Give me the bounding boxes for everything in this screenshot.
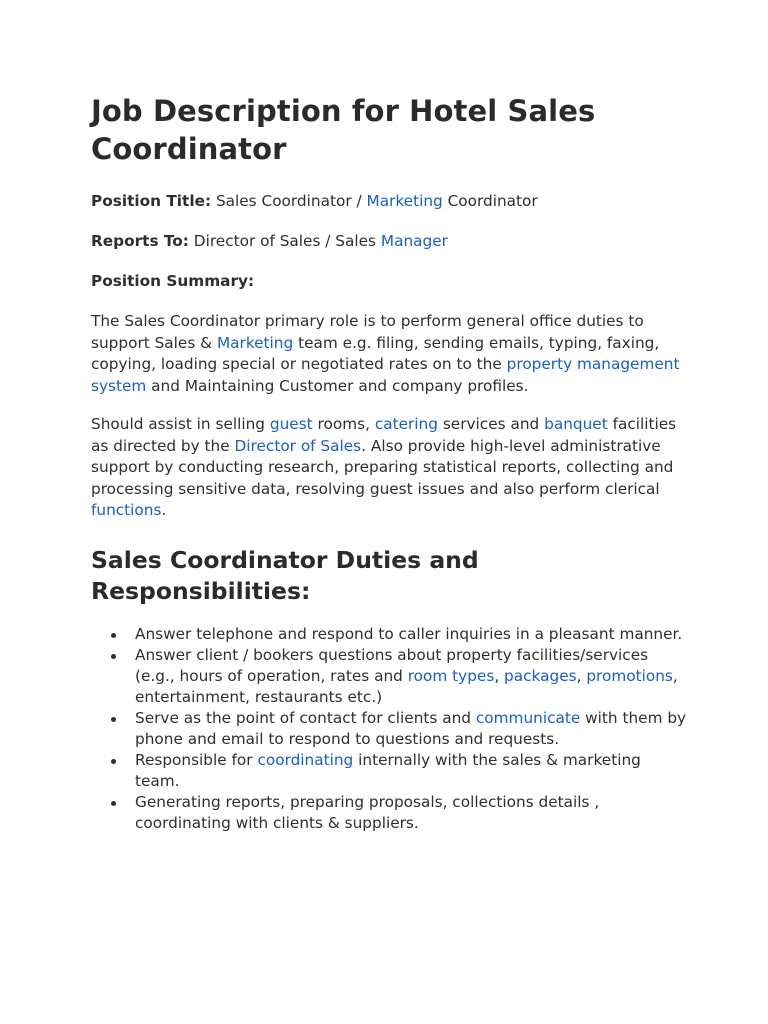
- position-title-text: Sales Coordinator /: [211, 192, 367, 210]
- duties-list: [91, 624, 688, 834]
- list-item: [135, 645, 688, 708]
- list-item: [135, 624, 688, 645]
- assist-text-4: facilities as directed by the: [91, 415, 677, 455]
- marketing-link[interactable]: Marketing: [366, 192, 443, 210]
- summary-text-3: and Maintaining Customer and company profiles.: [146, 376, 529, 395]
- manager-link[interactable]: Manager: [380, 232, 448, 250]
- guest-link[interactable]: guest: [269, 415, 313, 433]
- duty-text: internally with the sales & marketing team.: [135, 750, 641, 790]
- assist-paragraph: [91, 414, 688, 522]
- assist-text-3: services and: [437, 415, 545, 433]
- room-types-link[interactable]: room types: [407, 666, 495, 685]
- position-title-label: Position Title:: [91, 192, 212, 210]
- coordinating-link[interactable]: coordinating: [257, 750, 354, 769]
- position-title-line: [91, 191, 688, 213]
- marketing-team-link[interactable]: Marketing: [216, 333, 294, 352]
- summary-text-2: team e.g. filing, sending emails, typing, faxing, copying, loading special or negotiated rates on to the: [91, 333, 660, 373]
- property-management-system-link[interactable]: property management system: [91, 355, 680, 395]
- banquet-link[interactable]: banquet: [544, 415, 608, 433]
- functions-link[interactable]: functions: [91, 501, 162, 519]
- summary-text-1: The Sales Coordinator primary role is to perform general office duties to support Sales &: [91, 312, 644, 352]
- duties-heading: Sales Coordinator Duties and Responsibilities:: [91, 545, 479, 605]
- reports-to-line: [91, 231, 688, 253]
- promotions-link[interactable]: promotions: [586, 666, 673, 685]
- duty-text: ,: [494, 666, 505, 685]
- assist-text-2: rooms,: [312, 415, 375, 433]
- position-summary-label: Position Summary:: [91, 272, 255, 290]
- packages-link[interactable]: packages: [504, 666, 577, 685]
- communicate-link[interactable]: communicate: [475, 708, 581, 727]
- list-item: [135, 708, 688, 750]
- reports-to-label: Reports To:: [91, 232, 189, 250]
- position-title-text-after: Coordinator: [442, 192, 538, 210]
- page-title: Job Description for Hotel Sales Coordinator: [91, 94, 596, 166]
- assist-text-6: .: [161, 501, 167, 519]
- director-of-sales-link[interactable]: Director of Sales: [234, 436, 362, 455]
- list-item: [135, 792, 688, 834]
- assist-text-1: Should assist in selling: [91, 415, 270, 433]
- duty-text: Responsible for: [135, 750, 258, 769]
- position-summary-line: [91, 271, 688, 293]
- duty-text: with them by phone and email to respond to questions and requests.: [135, 708, 687, 748]
- summary-paragraph: [91, 311, 688, 397]
- duty-text: Generating reports, preparing proposals, collections details , coordinating with clients & suppliers.: [135, 792, 600, 832]
- catering-link[interactable]: catering: [374, 415, 438, 433]
- reports-to-text: Director of Sales / Sales: [188, 232, 381, 250]
- duty-text: Serve as the point of contact for clients and: [135, 708, 476, 727]
- duty-text: ,: [576, 666, 587, 685]
- duty-text: , entertainment, restaurants etc.): [135, 666, 678, 706]
- duty-text: Answer telephone and respond to caller inquiries in a pleasant manner.: [135, 624, 683, 643]
- duty-text: Answer client / bookers questions about property facilities/services (e.g., hours of operation, rates and: [135, 645, 649, 685]
- assist-text-5: . Also provide high-level administrative support by conducting research, preparing statistical reports, collecting and processing sensitive data, resolving guest issues and also perform clerical: [91, 436, 674, 498]
- list-item: [135, 750, 688, 792]
